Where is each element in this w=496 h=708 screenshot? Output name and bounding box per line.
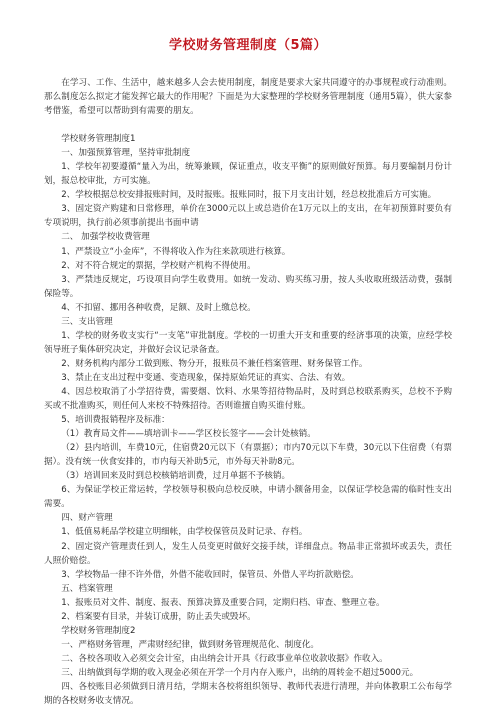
paragraph: 2、固定资产管理责任到人，发生人员变更时做好交接手续，详细盘点。物品非正常损坏或丢失，责任人照价赔偿。 [44,541,452,566]
paragraph: 1、严禁设立“小金库”，不得将收入作为往来款项进行核算。 [61,246,291,257]
paragraph: 5、培训费报销程序及标准： [61,415,170,426]
paragraph: 一、严格财务管理，严肃财经纪律，做到财务管理规范化、制度化。 [61,639,320,650]
paragraph: 二、各校各项收入必须交会计室，由出纳会计开具《行政事业单位收款收据》作收入。 [61,653,388,664]
paragraph: （3）培训回来及时到总校核销培训费，过月单据不予核销。 [61,471,291,482]
paragraph: 2、档案要有目录，并装订成册，防止丢失或毁坏。 [61,611,256,622]
paragraph: 二、 加强学校收费管理 [61,232,150,243]
paragraph: 4、因总校取消了小学招待费，需要烟、饮料、水果等招待物品时，及时到总校联系购买，总校不予购买或不批准购买，则任何人来校不特殊招待。否则谁擅自购买谁付账。 [44,386,452,412]
paragraph: 3、禁止在支出过程中变通、变造现象，保持原始凭证的真实、合法、有效。 [61,372,351,383]
paragraph: 1、报账员对文件、制度、报表、预算决算及重要合同，定期归档、审查、整理立卷。 [61,597,385,608]
paragraph: 3、学校物品一律不许外借，外借不能收回时，保管员、外借人平均折款赔偿。 [61,569,359,580]
paragraph: 四、财产管理 [61,513,113,524]
paragraph: 2、学校根据总校安排报账时间，及时报账。报账同时，报下月支出计划，经总校批准后方可实施。 [61,190,437,201]
paragraph: 四、各校账目必须做到日清月结，学期末各校将组织领导、教师代表进行清理，并向体教职工公布每学期的各校财务收支情况。 [44,681,452,707]
paragraph: 1、学校年初要遵循“量入为出，统筹兼顾，保证重点，收支平衡”的原则做好预算。每月要编制月份计划，报总校审批，方可实施。 [44,162,452,187]
paragraph: 一、加强预算管理，坚持审批制度 [61,148,191,159]
document-title: 学校财务管理制度（5篇） [168,38,328,53]
paragraph: 1、学校的财务收支实行“一支笔”审批制度。学校的一切重大开支和重要的经济事项的决策，应经学校领导班子集体研究决定，并做好会议记录备查。 [44,330,452,355]
paragraph: 三、支出管理 [61,316,113,327]
paragraph: 4、不扣留、挪用各种收费，足额、及时上缴总校。 [61,302,256,313]
paragraph: 3、严禁违反规定，巧设项目向学生收费用。如统一发动、购买练习册，按人头收取班级活动费，强制保险等。 [44,274,452,299]
document-body [44,76,452,708]
paragraph: 学校财务管理制度1 [61,134,136,145]
paragraph: 6、为保证学校正常运转，学校领导积极向总校反映，申请小额备用金，以保证学校急需的临时性支出需要。 [44,485,452,510]
paragraph: 三、出纳做到每学期的收入现金必须在开学一个月内存入账户，出纳的周转金不超过5000元。 [61,667,419,678]
paragraph: （2）县内培训，车费10元，住宿费20元以下（有票据）；市内70元以下车费，30元以下住宿费（有票据）。没有统一伙食安排的，市内每天补助5元，市外每天补助8元。 [44,443,452,468]
paragraph: 五、档案管理 [61,583,113,594]
paragraph: 学校财务管理制度2 [61,625,136,636]
paragraph: 1、低值易耗品学校建立明细帐，由学校保管员及时记录、存档。 [61,527,308,538]
paragraph: 2、财务机构内部分工做到账、物分开，报账员不兼任档案管理、财务保管工作。 [61,358,368,369]
paragraph: 3、固定资产购建和日常修理，单价在3000元以上或总造价在1万元以上的支出，在年初预算时要负有专项说明，执行前必须事前提出书面申请 [44,204,452,229]
paragraph: 在学习、工作、生活中，越来越多人会去使用制度，制度是要求大家共同遵守的办事规程或行动准则。那么制度怎么拟定才能发挥它最大的作用呢？下面是为大家整理的学校财务管理制度（通用5篇），供大家参考借鉴，希望可以帮助到有需要的朋友。 [44,78,452,117]
paragraph: （1）教育局文件——填培训卡——学区校长签字——会计处核销。 [61,429,316,440]
paragraph: 2、对不符合规定的票据，学校财产机构不得使用。 [61,260,256,271]
